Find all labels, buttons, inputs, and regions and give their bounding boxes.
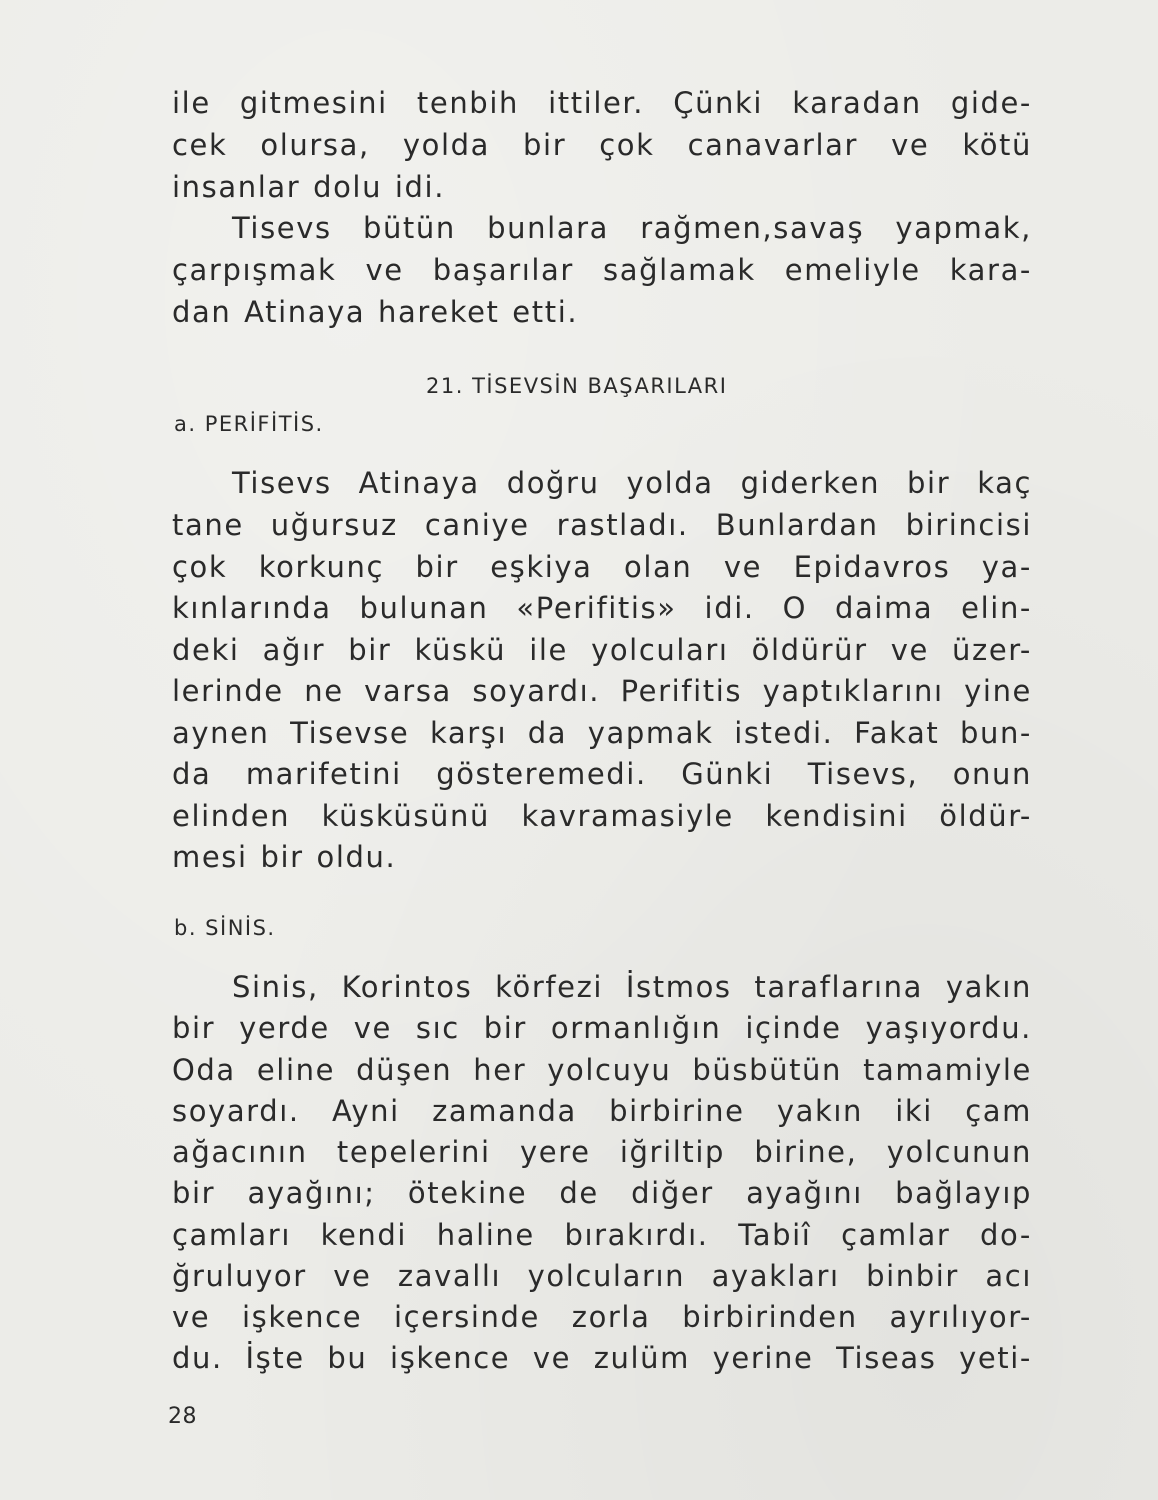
text-line: soyardı. Ayni zamanda birbirine yakın iki çam (172, 1094, 1032, 1128)
text-line: cek olursa, yolda bir çok canavarlar ve kötü (172, 128, 1032, 162)
text-line: elinden küsküsünü kavramasiyle kendisini öldür- (172, 799, 1032, 833)
text-line: deki ağır bir küskü ile yolcuları öldürür ve üzer- (172, 633, 1032, 667)
text-line: çamları kendi haline bırakırdı. Tabiî çamlar do- (172, 1218, 1032, 1252)
text-line: ile gitmesini tenbih ittiler. Çünki karadan gide- (172, 86, 1032, 120)
text-line: Tisevs Atinaya doğru yolda giderken bir kaç (232, 466, 1032, 500)
text-line: Oda eline düşen her yolcuyu büsbütün tamamiyle (172, 1053, 1032, 1087)
text-line: bir yerde ve sıc bir ormanlığın içinde yaşıyordu. (172, 1011, 1032, 1045)
subsection-heading-a: a. PERİFİTİS. (174, 412, 324, 436)
text-line: dan Atinaya hareket etti. (172, 295, 579, 329)
text-line: da marifetini gösteremedi. Günki Tisevs, onun (172, 757, 1032, 791)
text-line: mesi bir oldu. (172, 840, 397, 874)
subsection-heading-b: b. SİNİS. (174, 916, 276, 940)
text-line: ğruluyor ve zavallı yolcuların ayakları binbir acı (172, 1259, 1032, 1293)
page-number: 28 (168, 1404, 197, 1429)
text-line: çarpışmak ve başarılar sağlamak emeliyle kara- (172, 253, 1032, 287)
text-line: kınlarında bulunan «Perifitis» idi. O daima elin- (172, 591, 1032, 625)
text-line: lerinde ne varsa soyardı. Perifitis yaptıklarını yine (172, 674, 1032, 708)
text-line: insanlar dolu idi. (172, 170, 446, 204)
text-line: tane uğursuz caniye rastladı. Bunlardan birincisi (172, 508, 1032, 542)
text-line: ağacının tepelerini yere iğriltip birine, yolcunun (172, 1135, 1032, 1169)
text-line: aynen Tisevse karşı da yapmak istedi. Fakat bun- (172, 716, 1032, 750)
section-title: 21. TİSEVSİN BAŞARILARI (426, 374, 728, 398)
text-line: Sinis, Korintos körfezi İstmos taraflarına yakın (232, 970, 1032, 1004)
text-line: ve işkence içersinde zorla birbirinden ayrılıyor- (172, 1300, 1032, 1334)
text-line: du. İşte bu işkence ve zulüm yerine Tiseas yeti- (172, 1341, 1032, 1375)
text-line: bir ayağını; ötekine de diğer ayağını bağlayıp (172, 1176, 1032, 1210)
text-line: Tisevs bütün bunlara rağmen,savaş yapmak, (232, 211, 1032, 245)
text-line: çok korkunç bir eşkiya olan ve Epidavros ya- (172, 550, 1032, 584)
